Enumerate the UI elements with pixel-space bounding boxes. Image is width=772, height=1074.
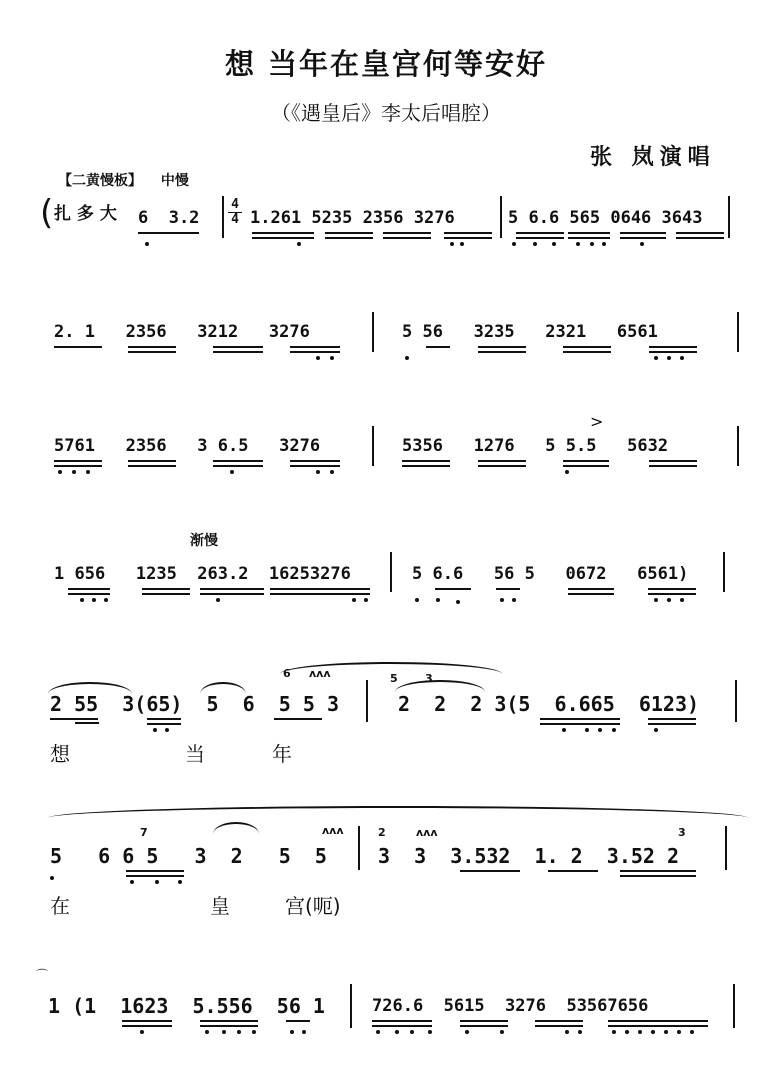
underline [122,1020,172,1027]
underline [325,232,373,239]
underline [200,1020,258,1027]
line4-seg2: 5 6.6 56 5 0672 6561) [412,564,689,584]
underline [478,460,526,467]
vibrato-mark: ʌʌʌ [322,824,344,837]
low-dot [222,1030,226,1034]
line5-seg2: 2 2 2 3(5 6.665 6123) [398,692,700,716]
low-dot [330,356,334,360]
underline [548,870,598,872]
lyric: 皇 [210,894,230,918]
underline [126,870,184,877]
low-dot [178,880,182,884]
underline [648,718,696,725]
underline [540,718,620,725]
low-dot [316,356,320,360]
underline [563,346,611,353]
line6-seg2: 3 3 3.532 1. 2 3.52 2 [378,844,680,868]
line2-seg2: 5 56 3235 2321 6561 [402,322,658,342]
lyric: 在 [50,894,70,918]
grace-note: 2 [378,826,386,839]
line7-seg2: 726.6 5615 3276 53567656 [372,996,649,1016]
performer-credit: 张 岚演唱 [590,145,716,170]
low-dot [352,598,356,602]
low-dot [165,728,169,732]
low-dot [598,728,602,732]
underline [290,460,340,467]
low-dot [145,242,149,246]
underline [444,232,492,239]
underline [426,346,450,348]
low-dot [395,1030,399,1034]
low-dot [667,356,671,360]
low-dot [552,242,556,246]
barline [725,826,727,870]
grace-note: 5 [390,672,398,685]
lyric: 想 [50,742,70,766]
underline [54,346,102,348]
low-dot [590,242,594,246]
low-dot [664,1030,668,1034]
low-dot [654,728,658,732]
low-dot [330,470,334,474]
song-subtitle: （《遇皇后》李太后唱腔） [271,101,501,125]
underline [460,870,520,872]
low-dot [638,1030,642,1034]
underline [383,232,431,239]
line7-seg1: 1 (1 1623 5.556 56 1 [48,994,325,1018]
line5-seg1: 2 55 3(65) 5 6 5 5 3 [50,692,339,716]
low-dot [237,1030,241,1034]
barline [350,984,352,1028]
barline [222,196,224,238]
barline [737,426,739,466]
barline [728,196,730,238]
low-dot [612,1030,616,1034]
underline [142,588,190,595]
low-dot [565,470,569,474]
line2-seg1: 2. 1 2356 3212 3276 [54,322,310,342]
vibrato-mark: ʌʌʌ [309,667,331,680]
underline [496,588,520,590]
low-dot [205,1030,209,1034]
intro-percussion: 扎 多 大 [54,204,117,224]
underline [563,460,609,467]
low-dot [297,242,301,246]
underline [568,232,610,239]
low-dot [155,880,159,884]
low-dot [130,880,134,884]
low-dot [428,1030,432,1034]
low-dot [625,1030,629,1034]
low-dot [92,598,96,602]
underline [535,1020,583,1027]
low-dot [80,598,84,602]
low-dot [376,1030,380,1034]
underline [620,870,696,877]
low-dot [651,1030,655,1034]
underline [649,346,697,353]
underline [478,346,526,353]
barline [390,552,392,592]
low-dot [585,728,589,732]
low-dot [578,1030,582,1034]
lyric: 年 [272,742,292,766]
low-dot [436,598,440,602]
slur [395,680,485,692]
underline [50,718,98,720]
low-dot [460,242,464,246]
grace-note: 3 [678,826,686,839]
low-dot [500,1030,504,1034]
low-dot [140,1030,144,1034]
grace-note: 7 [140,826,148,839]
grace-note: 6 [283,667,291,680]
low-dot [302,1030,306,1034]
underline [252,232,314,239]
accent-mark: > [590,412,604,431]
low-dot [450,242,454,246]
barline [358,826,360,870]
line6-seg1: 5 6 6 5 3 2 5 5 [50,844,327,868]
barline [372,312,374,352]
underline [270,588,370,595]
underline [648,588,696,595]
line3-seg1: 5761 2356 3 6.5 3276 [54,436,321,456]
low-dot [512,242,516,246]
low-dot [216,598,220,602]
low-dot [50,876,54,880]
line4-seg1: 1 656 1235 263.2 16253276 [54,564,351,584]
low-dot [104,598,108,602]
barline [500,196,502,238]
line1-seg1: 6 3.2 [138,208,200,228]
barline [723,552,725,592]
low-dot [690,1030,694,1034]
low-dot [86,470,90,474]
low-dot [677,1030,681,1034]
underline [460,1020,508,1027]
low-dot [415,598,419,602]
low-dot [58,470,62,474]
low-dot [230,470,234,474]
low-dot [290,1030,294,1034]
mode-label [58,170,189,190]
underline [274,718,322,720]
underline [165,232,199,234]
barline [733,984,735,1028]
grace-note: 3 [425,672,433,685]
low-dot [680,356,684,360]
low-dot [612,728,616,732]
line1-seg2: 1.261 5235 2356 3276 [250,208,455,228]
underline [200,588,264,595]
phrase-slur [48,806,748,818]
low-dot [640,242,644,246]
low-dot [364,598,368,602]
low-dot [252,1030,256,1034]
underline [68,588,110,595]
low-dot [562,728,566,732]
underline [147,718,181,725]
underline [286,1020,310,1022]
slur [213,822,259,834]
low-dot [512,598,516,602]
time-signature [228,198,242,226]
underline [138,232,166,234]
tempo-marking-ritardando: 渐慢 [190,533,218,549]
low-dot [667,598,671,602]
low-dot [654,356,658,360]
barline [735,680,737,722]
low-dot [410,1030,414,1034]
underline [372,1020,432,1027]
underline [75,722,99,724]
line3-seg2: 5356 1276 5 5.5 5632 [402,436,669,456]
lyric: 宫(呃) [285,894,341,918]
low-dot [465,1030,469,1034]
barline [372,426,374,466]
tempo-marking: 中慢 [160,173,189,189]
low-dot [565,1030,569,1034]
underline [54,460,102,467]
underline [608,1020,708,1027]
low-dot [153,728,157,732]
low-dot [680,598,684,602]
low-dot [533,242,537,246]
underline [128,346,176,353]
underline [435,588,471,590]
underline [213,346,263,353]
song-title: 想 当年在皇宫何等安好 [224,47,548,81]
fermata-mark: ⌒ [36,968,49,982]
mode-name: 【二黄慢板】 [58,173,142,189]
barline [366,680,368,722]
low-dot [602,242,606,246]
low-dot [576,242,580,246]
barline [737,312,739,352]
low-dot [405,356,409,360]
lyric: 当 [185,742,205,766]
underline [676,232,724,239]
low-dot [316,470,320,474]
underline [649,460,697,467]
underline [290,346,340,353]
low-dot [500,598,504,602]
underline [402,460,450,467]
line1-seg3: 5 6.6 565 0646 3643 [508,208,703,228]
underline [620,232,666,239]
underline [516,232,564,239]
low-dot [72,470,76,474]
vibrato-mark: ʌʌʌ [416,826,438,839]
underline [128,460,176,467]
time-sig-bottom: 4 [228,212,242,227]
time-sig-top: 4 [231,197,239,212]
underline [568,588,614,595]
low-dot [456,600,460,604]
opening-paren: ( [40,193,54,233]
underline [213,460,263,467]
low-dot [654,598,658,602]
